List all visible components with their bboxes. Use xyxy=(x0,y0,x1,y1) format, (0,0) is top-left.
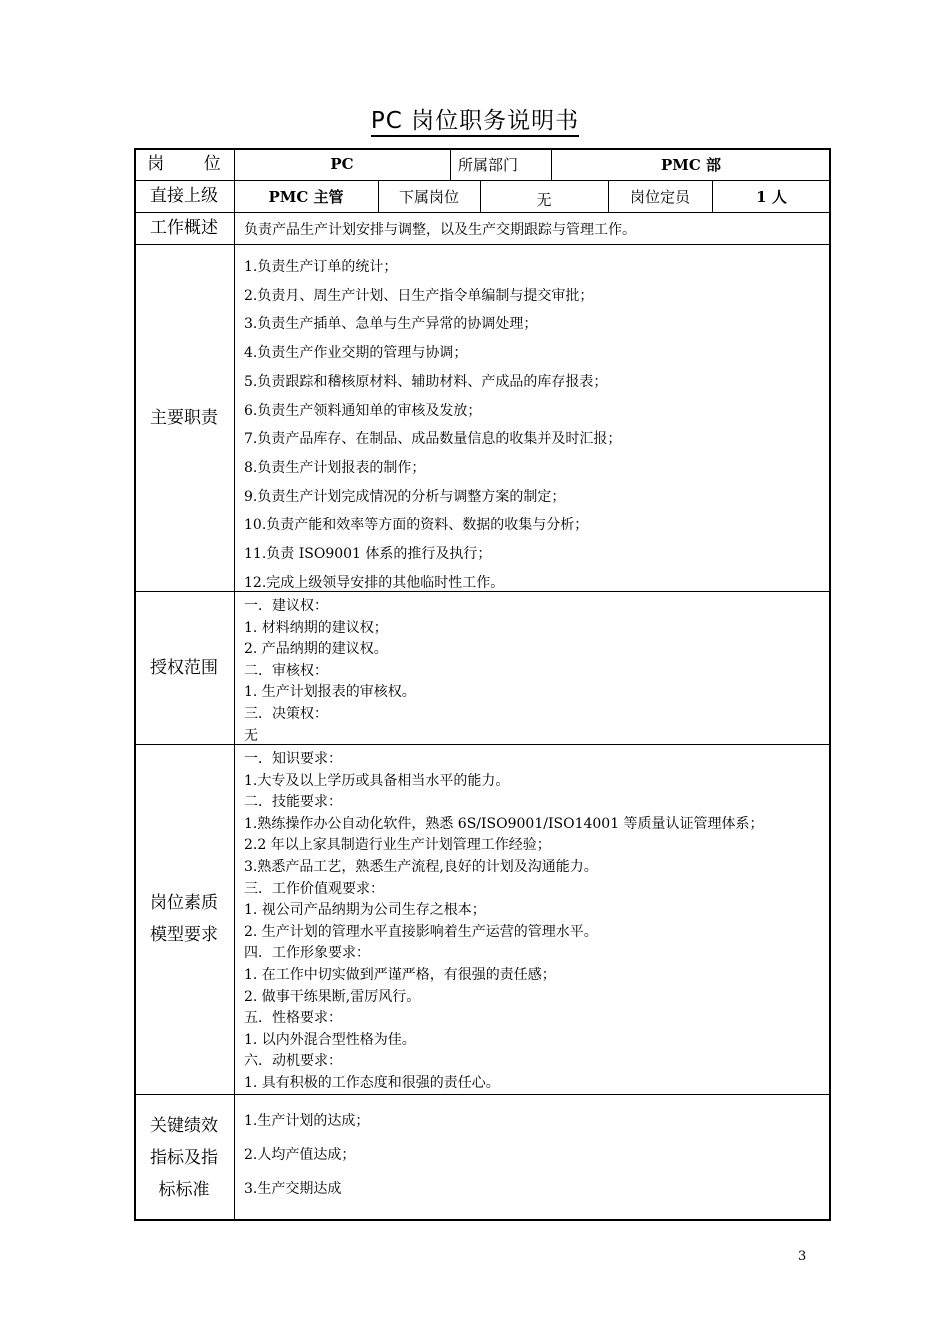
authority-line: 1. 材料纳期的建议权； xyxy=(244,619,388,636)
qualification-line: 2. 做事干练果断,雷厉风行。 xyxy=(244,988,421,1005)
authority-line: 一．建议权： xyxy=(244,598,328,614)
overview-text: 负责产品生产计划安排与调整，以及生产交期跟踪与管理工作。 xyxy=(244,222,636,238)
qualification-line: 2.2 年以上家具制造行业生产计划管理工作经验； xyxy=(244,837,551,854)
headcount-label: 岗位定员 xyxy=(629,187,690,206)
duty-item: 4.负责生产作业交期的管理与协调； xyxy=(244,345,468,362)
supervisor-label: 直接上级 xyxy=(150,186,218,206)
qualification-line: 1.大专及以上学历或具备相当水平的能力。 xyxy=(244,772,510,789)
label-column-divider xyxy=(234,148,235,1221)
authority-line: 二．审核权： xyxy=(244,662,328,679)
position-label: 岗 位 xyxy=(147,154,221,174)
duties-label: 主要职责 xyxy=(150,407,218,428)
duty-item: 11.负责 ISO9001 体系的推行及执行； xyxy=(244,546,492,562)
job-description-table xyxy=(134,148,831,1221)
qualification-line: 1. 具有积极的工作态度和很强的责任心。 xyxy=(244,1075,500,1091)
duty-item: 10.负责产能和效率等方面的资料、数据的收集与分析； xyxy=(244,517,589,534)
page-number: 3 xyxy=(798,1249,807,1264)
duty-item: 2.负责月、周生产计划、日生产指令单编制与提交审批； xyxy=(244,287,594,304)
qualification-line: 二．技能要求： xyxy=(244,794,342,811)
authority-line: 1. 生产计划报表的审核权。 xyxy=(244,684,416,701)
qualification-line: 1. 在工作中切实做到严谨严格，有很强的责任感； xyxy=(244,967,556,983)
authority-label: 授权范围 xyxy=(150,657,218,678)
duty-item: 7.负责产品库存、在制品、成品数量信息的收集并及时汇报； xyxy=(244,431,622,448)
duty-item: 9.负责生产计划完成情况的分析与调整方案的制定； xyxy=(244,488,566,505)
qualification-line: 一．知识要求： xyxy=(244,751,342,767)
qualification-label-line: 模型要求 xyxy=(150,925,218,945)
authority-line: 三．决策权： xyxy=(244,706,328,722)
qualification-line: 五．性格要求： xyxy=(244,1010,342,1027)
subordinate-label: 下属岗位 xyxy=(398,187,459,206)
row-divider xyxy=(134,244,831,245)
department-value: PMC 部 xyxy=(660,155,722,174)
row-divider xyxy=(134,744,831,745)
department-label: 所属部门 xyxy=(458,155,519,174)
position-value: PC xyxy=(330,155,354,173)
overview-label: 工作概述 xyxy=(150,218,218,238)
duty-item: 3.负责生产插单、急单与生产异常的协调处理； xyxy=(244,316,538,333)
headcount-value: 1 人 xyxy=(756,187,787,206)
kpi-label-line: 指标及指 xyxy=(150,1147,218,1168)
qualification-line: 1.熟练操作办公自动化软件，熟悉 6S/ISO9001/ISO14001 等质量认证管理体系； xyxy=(244,815,764,832)
authority-line: 无 xyxy=(244,727,258,744)
kpi-item: 3.生产交期达成 xyxy=(244,1181,342,1197)
page-title: PC 岗位职务说明书 xyxy=(0,102,950,135)
kpi-item: 2.人均产值达成； xyxy=(244,1147,356,1163)
row-divider xyxy=(134,212,831,213)
qualification-line: 2. 生产计划的管理水平直接影响着生产运营的管理水平。 xyxy=(244,923,598,940)
duty-item: 1.负责生产订单的统计； xyxy=(244,259,398,275)
duty-item: 12.完成上级领导安排的其他临时性工作。 xyxy=(244,574,505,591)
subordinate-value: 无 xyxy=(536,190,552,209)
supervisor-value: PMC 主管 xyxy=(268,187,344,206)
kpi-label xyxy=(134,1094,234,1221)
qualification-line: 3.熟悉产品工艺，熟悉生产流程,良好的计划及沟通能力。 xyxy=(244,859,598,875)
kpi-label-line: 关键绩效 xyxy=(150,1115,218,1136)
authority-line: 2. 产品纳期的建议权。 xyxy=(244,641,388,658)
qualification-line: 四．工作形象要求： xyxy=(244,945,370,962)
kpi-item: 1.生产计划的达成； xyxy=(244,1113,370,1129)
qualification-line: 1. 视公司产品纳期为公司生存之根本； xyxy=(244,902,486,919)
qualification-line: 六．动机要求： xyxy=(244,1053,342,1070)
duty-item: 8.负责生产计划报表的制作； xyxy=(244,459,426,476)
qualification-line: 1. 以内外混合型性格为佳。 xyxy=(244,1031,416,1048)
qualification-label xyxy=(134,744,234,1094)
qualification-label-line: 岗位素质 xyxy=(150,893,218,913)
duty-item: 5.负责跟踪和稽核原材料、辅助材料、产成品的库存报表； xyxy=(244,373,608,390)
qualification-line: 三．工作价值观要求： xyxy=(244,880,384,897)
row-divider xyxy=(134,1094,831,1095)
kpi-label-line: 标标准 xyxy=(158,1179,210,1200)
duty-item: 6.负责生产领料通知单的审核及发放； xyxy=(244,402,482,419)
